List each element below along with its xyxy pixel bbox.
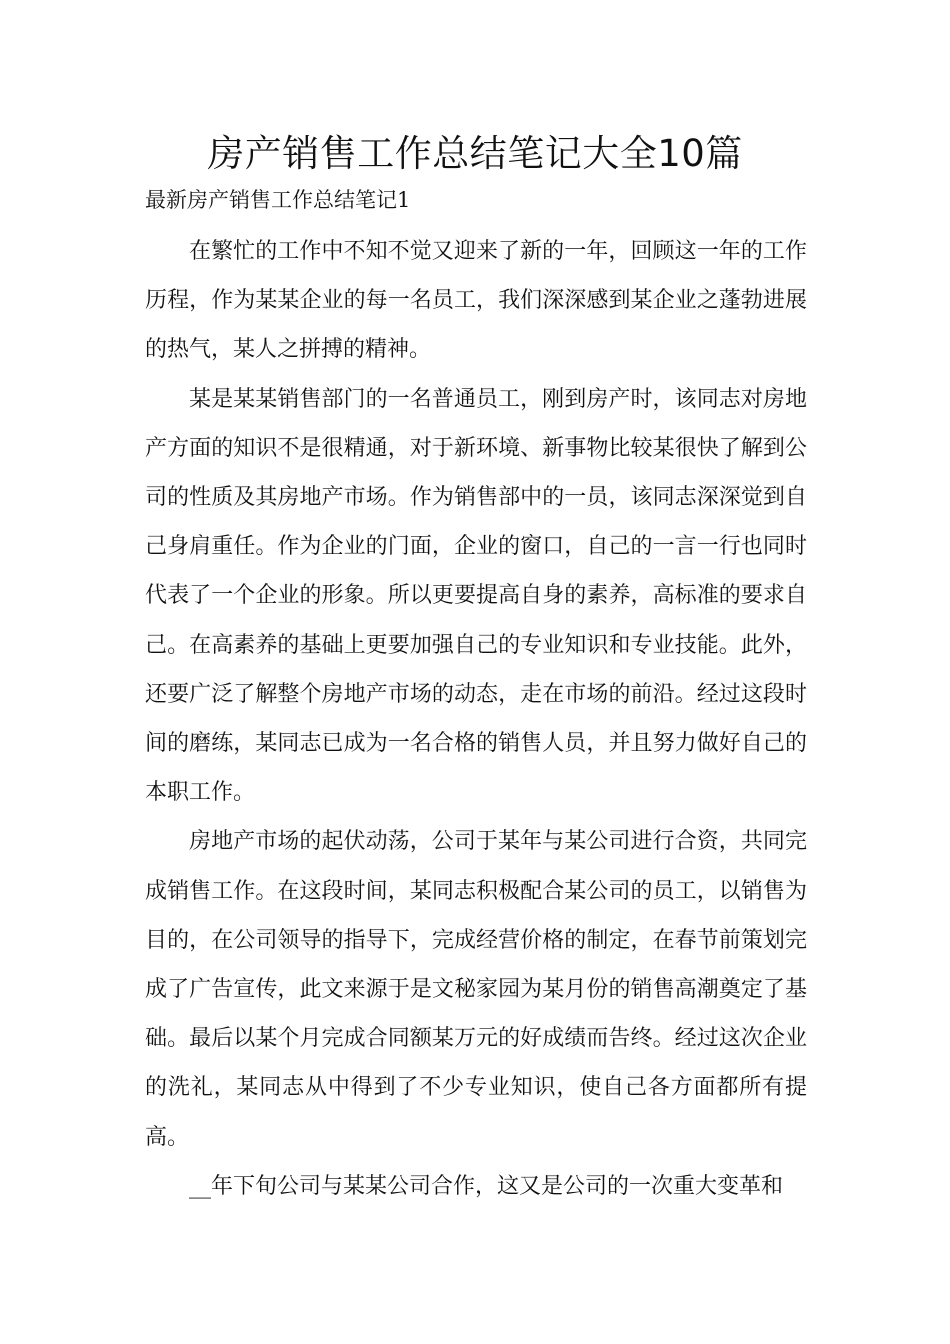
paragraph: __年下旬公司与某某公司合作，这又是公司的一次重大变革和 <box>189 1173 784 1199</box>
body-text <box>145 227 807 1211</box>
paragraph: 某是某某销售部门的一名普通员工，刚到房产时，该同志对房地产方面的知识不是很精通，对于新环境、新事物比较某很快了解到公司的性质及其房地产市场。作为销售部中的一员，该同志深深觉到自己身肩重任。作为企业的门面，企业的窗口，自己的一言一行也同时代表了一个企业的形象。所以更要提高自身的素养，高标准的要求自己。在高素养的基础上更要加强自己的专业知识和专业技能。此外，还要广泛了解整个房地产市场的动态，走在市场的前沿。经过这段时间的磨练，某同志已成为一名合格的销售人员，并且努力做好自己的本职工作。 <box>145 386 807 806</box>
section-heading: 最新房产销售工作总结笔记1 <box>145 188 411 212</box>
document-title: 房产销售工作总结笔记大全10篇 <box>207 132 743 175</box>
paragraph: 在繁忙的工作中不知不觉又迎来了新的一年，回顾这一年的工作历程，作为某某企业的每一名员工，我们深深感到某企业之蓬勃进展的热气，某人之拼搏的精神。 <box>145 239 807 363</box>
paragraph: 房地产市场的起伏动荡，公司于某年与某公司进行合资，共同完成销售工作。在这段时间，某同志积极配合某公司的员工，以销售为目的，在公司领导的指导下，完成经营价格的制定，在春节前策划完成了广告宣传，此文来源于是文秘家园为某月份的销售高潮奠定了基础。最后以某个月完成合同额某万元的好成绩而告终。经过这次企业的洗礼，某同志从中得到了不少专业知识，使自己各方面都所有提高。 <box>145 829 807 1150</box>
